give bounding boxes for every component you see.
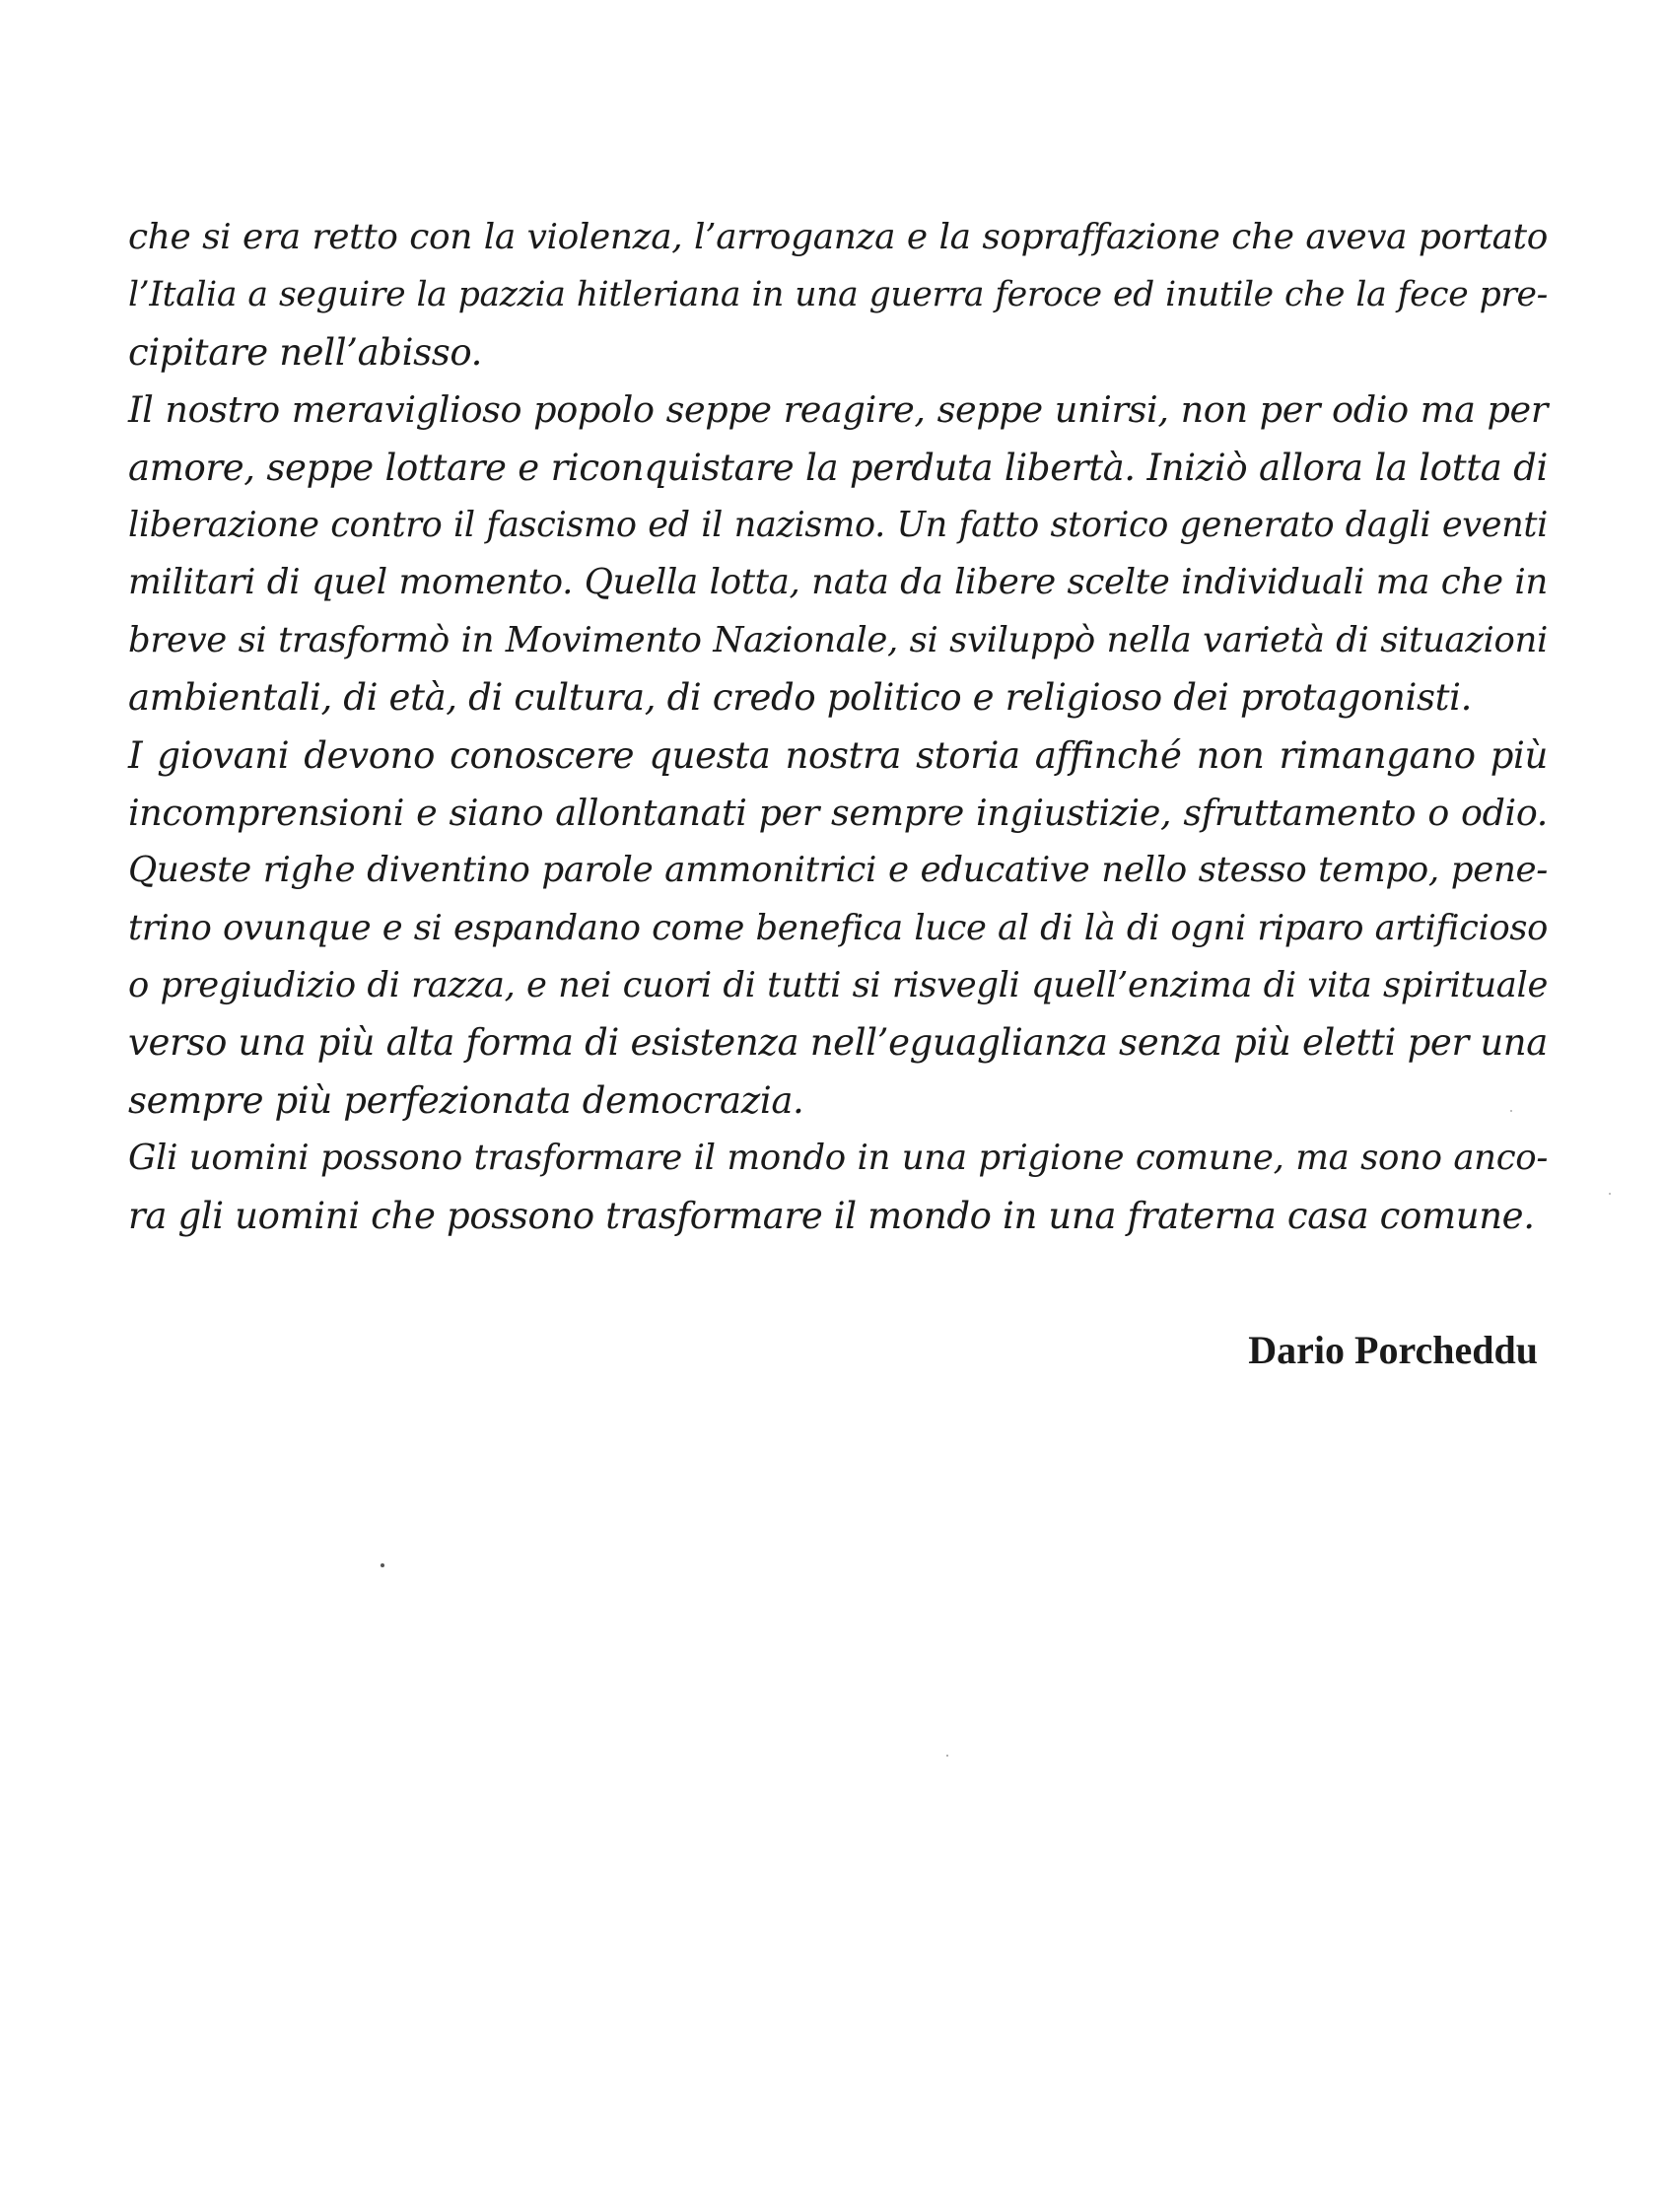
text-line: ra gli uomini che possono trasformare il mondo in una fraterna casa comune. <box>128 1194 1535 1237</box>
text-line: verso una più alta forma di esistenza nell’eguaglianza senza più eletti per una <box>128 1021 1548 1065</box>
text-line: sempre più perfezionata democrazia. <box>128 1078 804 1122</box>
body-text <box>128 209 1548 1245</box>
scan-speck <box>381 1563 384 1567</box>
text-line: Il nostro meraviglioso popolo seppe reagire, seppe unirsi, non per odio ma per <box>128 388 1548 432</box>
scan-speck <box>1609 1193 1611 1195</box>
text-line: militari di quel momento. Quella lotta, nata da libere scelte individuali ma che in <box>128 562 1548 603</box>
text-line: cipitare nell’abisso. <box>128 330 483 374</box>
text-line: trino ovunque e si espandano come benefica luce al di là di ogni riparo artificioso <box>128 907 1548 948</box>
text-line: o pregiudizio di razza, e nei cuori di tutti si risvegli quell’enzima di vita spirituale <box>128 965 1548 1006</box>
text-line: ambientali, di età, di cultura, di credo politico e religioso dei protagonisti. <box>128 676 1473 720</box>
text-line: incomprensioni e siano allontanati per sempre ingiustizie, sfruttamento o odio. <box>128 791 1548 834</box>
text-line: liberazione contro il fascismo ed il nazismo. Un fatto storico generato dagli eventi <box>128 504 1548 545</box>
text-line: I giovani devono conoscere questa nostra storia affinché non rimangano più <box>128 733 1548 777</box>
author-signature: Dario Porcheddu <box>1248 1328 1538 1372</box>
text-line: Queste righe diventino parole ammonitrici e educative nello stesso tempo, pene- <box>128 850 1548 891</box>
scan-speck <box>946 1755 948 1757</box>
text-line: l’Italia a seguire la pazzia hitleriana in una guerra feroce ed inutile che la fece pre- <box>128 275 1548 315</box>
text-line: Gli uomini possono trasformare il mondo in una prigione comune, ma sono anco- <box>128 1138 1548 1179</box>
text-line: breve si trasformò in Movimento Nazionale, si sviluppò nella varietà di situazioni <box>128 619 1548 660</box>
scan-speck <box>1510 1110 1512 1112</box>
text-line: amore, seppe lottare e riconquistare la perduta libertà. Iniziò allora la lotta di <box>128 446 1548 489</box>
text-line: che si era retto con la violenza, l’arroganza e la sopraffazione che aveva portato <box>128 217 1548 257</box>
